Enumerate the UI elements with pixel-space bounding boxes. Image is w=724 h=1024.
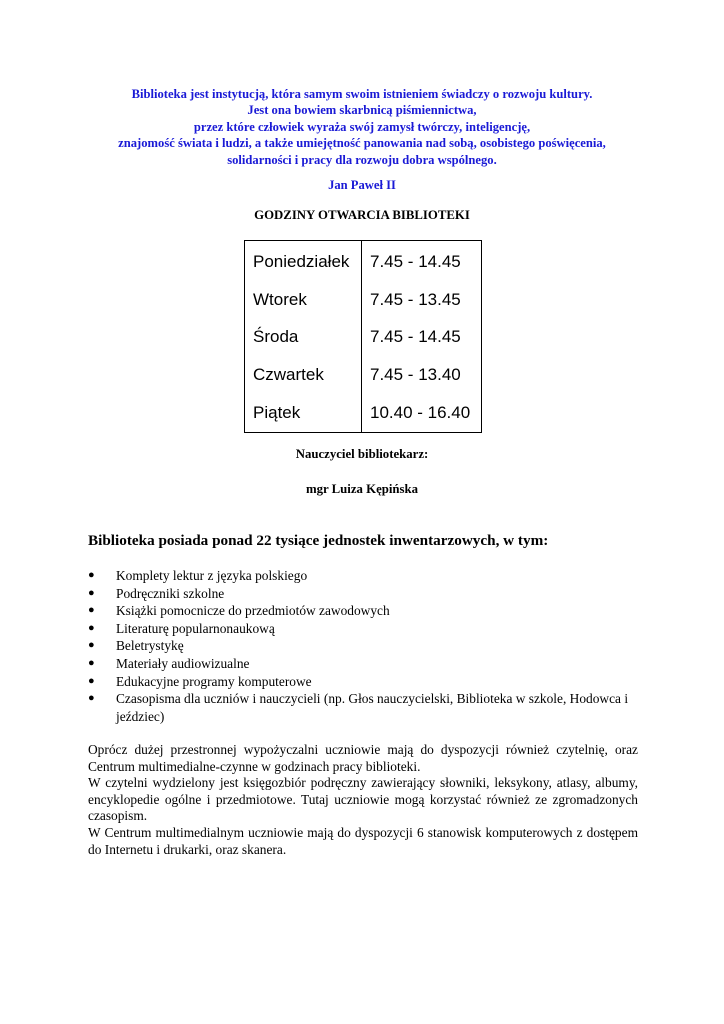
quote-block	[60, 86, 664, 168]
table-row	[245, 394, 482, 432]
list-item-text: Podręczniki szkolne	[116, 585, 225, 601]
collection-heading: Biblioteka posiada ponad 22 tysiące jednostek inwentarzowych, w tym:	[88, 532, 549, 549]
list-item-text: Materiały audiowizualne	[116, 655, 250, 671]
day-cell: Czwartek	[245, 356, 362, 394]
bullet-icon: ●	[88, 639, 95, 652]
quote-line: Biblioteka jest instytucją, która samym swoim istnieniem świadczy o rozwoju kultury.	[131, 87, 593, 101]
table-row	[245, 281, 482, 319]
collection-list	[88, 567, 648, 725]
bullet-icon: ●	[88, 604, 95, 617]
list-item-text: Książki pomocnicze do przedmiotów zawodowych	[116, 603, 390, 619]
bullet-icon: ●	[88, 569, 95, 581]
quote-line: solidarności i pracy dla rozwoju dobra wspólnego.	[227, 152, 497, 167]
list-item	[88, 620, 648, 638]
list-item-text: Beletrystykę	[116, 638, 184, 654]
bullet-icon: ●	[88, 674, 95, 687]
list-item	[88, 602, 648, 620]
list-item	[88, 655, 648, 673]
bullet-icon: ●	[88, 656, 95, 669]
librarian-name: mgr Luiza Kępińska	[305, 482, 419, 496]
bullet-icon: ●	[88, 586, 95, 599]
bullet-icon: ●	[88, 621, 95, 634]
list-item	[88, 673, 648, 691]
quote-author: Jan Paweł II	[328, 178, 396, 192]
paragraph-reading-room: W czytelni wydzielony jest księgozbiór podręczny zawierający słowniki, leksykony, atlasy, albumy, encyklopedie ogólne i przedmiotowe. Tutaj uczniowie mogą korzystać również ze zgromadzonych czasopism.	[88, 775, 638, 824]
time-cell: 7.45 - 13.40	[370, 365, 461, 385]
list-item-text: Czasopisma dla uczniów i nauczycieli (np. Głos nauczycielski, Biblioteka w szkole, Hodowca i jeździec)	[116, 691, 629, 724]
quote-line: przez które człowiek wyraża swój zamysł twórczy, inteligencję,	[193, 119, 531, 134]
list-item-text: Komplety lektur z języka polskiego	[116, 568, 308, 583]
paragraph-lending: Oprócz dużej przestronnej wypożyczalni uczniowie mają do dyspozycji również czytelnię, oraz Centrum multimedialne-czynne w godzinach pracy biblioteki.	[88, 742, 638, 774]
table-row	[245, 356, 482, 394]
time-cell: 7.45 - 14.45	[370, 251, 461, 271]
table-row	[245, 241, 482, 281]
time-cell: 7.45 - 13.45	[370, 289, 461, 309]
quote-line: Jest ona bowiem skarbnicą piśmiennictwa,	[247, 103, 477, 118]
opening-hours-table	[244, 240, 482, 433]
time-cell: 7.45 - 14.45	[370, 327, 461, 347]
list-item-text: Edukacyjne programy komputerowe	[116, 673, 312, 689]
list-item	[88, 585, 648, 603]
day-cell: Wtorek	[245, 281, 362, 319]
list-item	[88, 690, 648, 725]
table-row	[245, 319, 482, 357]
librarian-label: Nauczyciel bibliotekarz:	[295, 447, 429, 461]
time-cell: 10.40 - 16.40	[370, 403, 471, 423]
day-cell: Piątek	[245, 394, 362, 432]
list-item	[88, 567, 648, 585]
opening-hours-title: GODZINY OTWARCIA BIBLIOTEKI	[254, 208, 470, 222]
bullet-icon: ●	[88, 692, 95, 705]
list-item-text: Literaturę popularnonaukową	[116, 620, 275, 636]
quote-line: znajomość świata i ludzi, a także umiejętność panowania nad sobą, osobistego poświęcenia,	[118, 136, 606, 151]
day-cell: Poniedziałek	[245, 241, 362, 281]
paragraph-multimedia: W Centrum multimedialnym uczniowie mają do dyspozycji 6 stanowisk komputerowych z dostępem do Internetu i drukarki, oraz skanera.	[88, 825, 638, 857]
day-cell: Środa	[245, 319, 362, 357]
list-item	[88, 637, 648, 655]
